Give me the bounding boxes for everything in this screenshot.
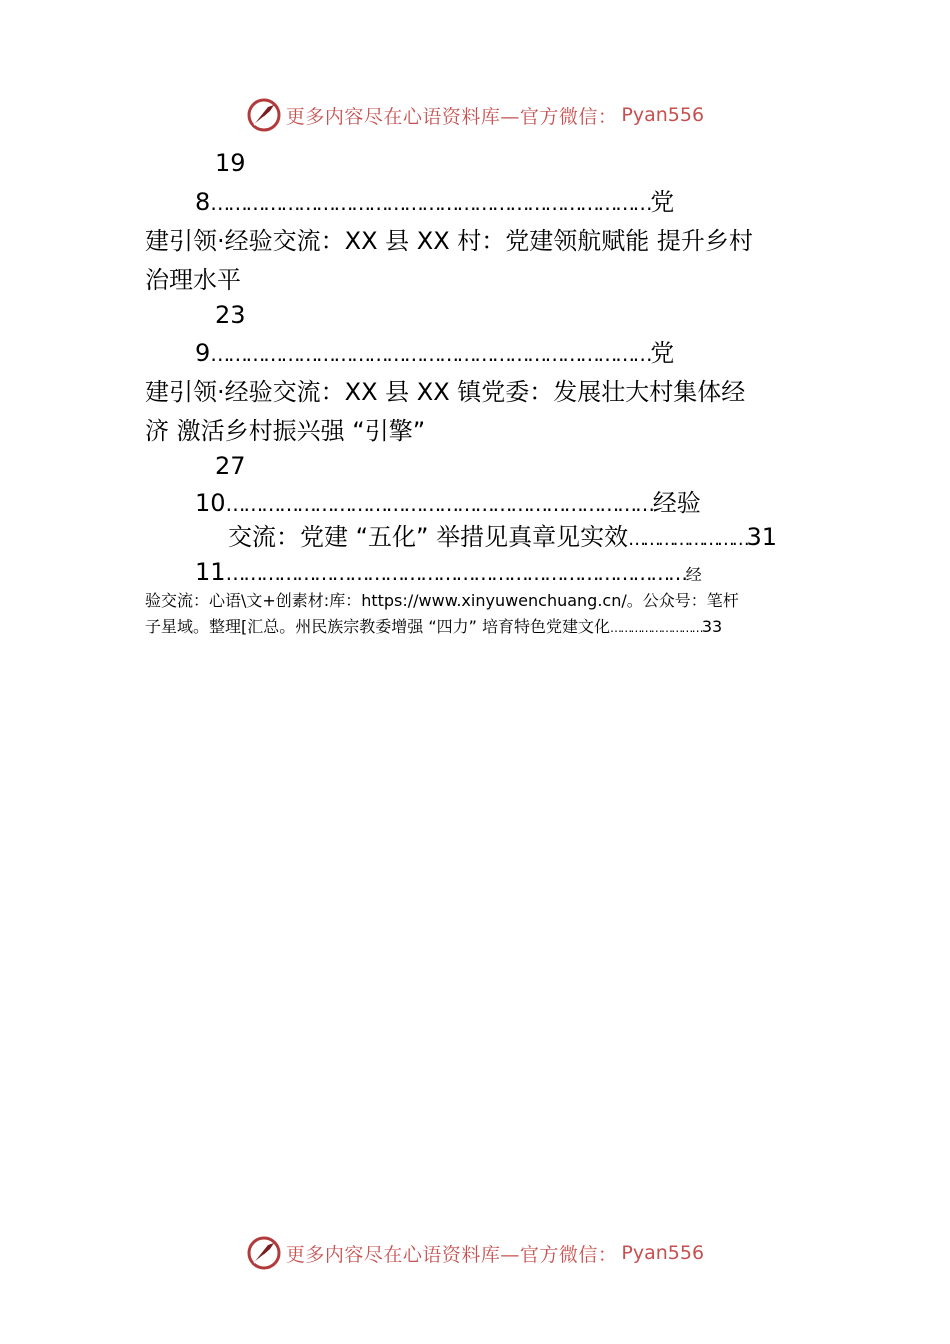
toc-entry-title: 济 激活乡村振兴强 “引擎” xyxy=(145,417,426,445)
toc-entry-title-text: 交流：党建 “五化” 举措见真章见实效 xyxy=(228,523,629,551)
toc-entry-number: 8 xyxy=(195,188,211,216)
toc-entry-number: 11 xyxy=(195,558,226,586)
banner-text: 更多内容尽在心语资料库—官方微信： xyxy=(285,105,618,128)
toc-entry-title-start: 党 xyxy=(650,188,675,216)
toc-page-number: 27 xyxy=(215,452,246,480)
toc-leader: ………………………………………………………………… xyxy=(210,191,651,215)
toc-entry-8[interactable] xyxy=(195,187,674,218)
toc-leader: ……………………… xyxy=(610,621,702,635)
toc-entry-title[interactable] xyxy=(228,522,777,555)
toc-leader: …………………………………………………………………… xyxy=(225,561,686,585)
quill-logo-icon xyxy=(246,1235,282,1271)
toc-entry-10[interactable] xyxy=(195,488,701,519)
toc-entry-9[interactable] xyxy=(195,338,674,369)
toc-entry-title-start: 经 xyxy=(685,565,702,584)
toc-page-number: 33 xyxy=(701,617,723,636)
toc-entry-11[interactable] xyxy=(195,557,702,590)
toc-leader: ………………………………………………………………… xyxy=(210,342,651,366)
toc-entry-title-start: 党 xyxy=(650,339,675,367)
toc-entry-title[interactable] xyxy=(145,616,722,639)
footer-banner xyxy=(0,1233,950,1273)
toc-entry-title-text: 子星域。整理[汇总。州民族宗教委增强 “四力” 培育特色党建文化 xyxy=(145,617,610,636)
banner-wechat-id: Pyan556 xyxy=(621,104,705,126)
toc-leader: ……………………………………………………………… xyxy=(225,492,653,516)
toc-entry-title-start: 经验 xyxy=(652,489,701,517)
toc-page-number: 19 xyxy=(215,149,246,177)
toc-entry-title: 建引领·经验交流：XX 县 XX 村：党建领航赋能 提升乡村 xyxy=(145,227,753,255)
toc-entry-number: 9 xyxy=(195,339,211,367)
toc-page-number: 23 xyxy=(215,301,246,329)
toc-page-number: 31 xyxy=(746,523,778,551)
toc-entry-title: 建引领·经验交流：XX 县 XX 镇党委：发展壮大村集体经 xyxy=(145,378,746,406)
toc-entry-title: 验交流：心语\文+创素材:库：https://www.xinyuwenchuang.cn/。公众号：笔杆 xyxy=(145,591,739,610)
toc-entry-number: 10 xyxy=(195,489,226,517)
toc-entry-title: 治理水平 xyxy=(145,266,241,294)
toc-leader: …………………… xyxy=(628,529,747,550)
banner-wechat-id: Pyan556 xyxy=(621,1242,705,1264)
banner-text: 更多内容尽在心语资料库—官方微信： xyxy=(285,1243,618,1266)
